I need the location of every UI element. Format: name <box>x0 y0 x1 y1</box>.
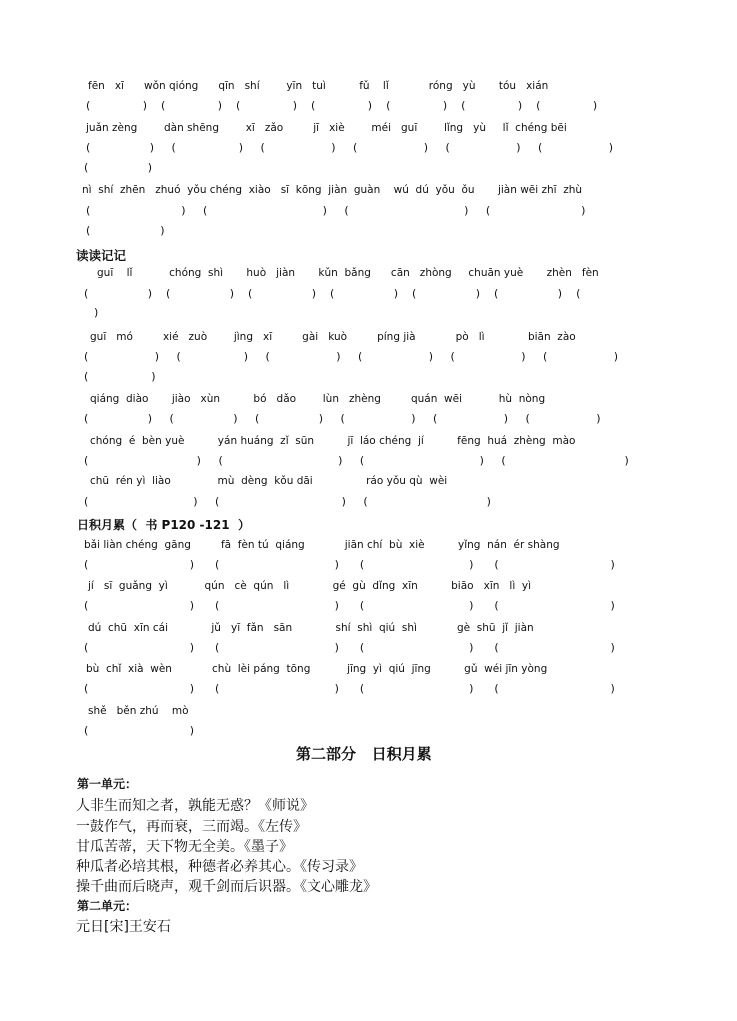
pinyin-row-8: chū rén yì liào mù dèng kǒu dāi ráo yǒu qù wèi <box>90 475 448 487</box>
paren-row-15: ( ) ( ) ( ) ( ) <box>84 641 615 654</box>
paren-row-10: ( ) ( ) ( ) ( ) ( ) ( ) <box>84 412 601 425</box>
poem-title-line: 元日[宋]王安石 <box>76 919 171 935</box>
paren-row-14: ( ) ( ) ( ) ( ) <box>84 599 615 612</box>
paren-row-17: ( ) <box>84 724 194 737</box>
pinyin-row-5: guī mó xié zuò jìng xī gài kuò píng jià pò lì biān zào <box>90 331 576 343</box>
pinyin-row-11: dú chū xīn cái jǔ yī fǎn sān shí shì qiú shì gè shū jǐ jiàn <box>88 622 534 634</box>
paren-row-1: ( ) ( ) ( ) ( ) ( ) ( ) ( ) <box>86 99 598 112</box>
section-heading-dudu: 读读记记 <box>76 248 127 263</box>
quote-line-4: 种瓜者必培其根，种德者必养其心。《传习录》 <box>76 859 363 875</box>
paren-row-5: ( ) <box>86 224 165 237</box>
paren-row-8: ( ) ( ) ( ) ( ) ( ) ( ) <box>84 350 619 363</box>
pinyin-row-12: bù chǐ xià wèn chù lèi páng tōng jīng yì qiú jīng gǔ wéi jīn yòng <box>86 663 548 675</box>
pinyin-row-6: qiáng diào jiào xùn bó dǎo lùn zhèng quán wēi hù nòng <box>90 393 546 405</box>
quote-line-5: 操千曲而后晓声，观千剑而后识器。《文心雕龙》 <box>76 879 377 895</box>
pinyin-row-1: fēn xī wǒn qióng qīn shí yīn tuì fǔ lǐ róng yù tóu xián <box>88 80 549 92</box>
part-title: 第二部分 日积月累 <box>296 745 432 763</box>
paren-row-3: ( ) <box>84 161 153 174</box>
paren-row-16: ( ) ( ) ( ) ( ) <box>84 682 615 695</box>
paren-row-7: ) <box>94 306 99 319</box>
pinyin-row-7: chóng é bèn yuè yán huáng zǐ sūn jī láo chéng jí fēng huá zhèng mào <box>90 435 576 447</box>
paren-row-9: ( ) <box>84 370 156 383</box>
quote-line-1: 人非生而知之者，孰能无惑？《师说》 <box>76 798 314 814</box>
pinyin-row-10: jí sī guǎng yì qún cè qún lì gé gù dǐng xīn biāo xīn lì yì <box>88 580 532 592</box>
paren-row-13: ( ) ( ) ( ) ( ) <box>84 558 615 571</box>
section-heading-riji: 日积月累（ 书 P120 -121 ） <box>77 518 250 532</box>
unit-two-heading: 第二单元： <box>77 899 138 913</box>
quote-line-3: 甘瓜苦蒂，天下物无全美。《墨子》 <box>76 839 293 855</box>
pinyin-row-2: juǎn zèng dàn shēng xī zǎo jī xiè méi guī lǐng yù lǐ chéng bēi <box>86 122 567 134</box>
paren-row-6: ( ) ( ) ( ) ( ) ( ) ( ) ( <box>84 287 581 300</box>
unit-one-heading: 第一单元： <box>77 777 138 791</box>
pinyin-row-4: guī lǐ chóng shì huò jiàn kǔn bǎng cān zhòng chuān yuè zhèn fèn <box>97 267 599 279</box>
pinyin-row-9: bǎi liàn chéng gāng fā fèn tú qiáng jiān chí bù xiè yǐng nán ér shàng <box>84 539 560 551</box>
paren-row-4: ( ) ( ) ( ) ( ) <box>86 204 586 217</box>
pinyin-row-13: shě běn zhú mò <box>88 705 189 717</box>
paren-row-2: ( ) ( ) ( ) ( ) ( ) ( ) <box>86 141 614 154</box>
paren-row-12: ( ) ( ) ( ) <box>84 495 491 508</box>
quote-line-2: 一鼓作气，再而衰，三而竭。《左传》 <box>76 819 307 835</box>
paren-row-11: ( ) ( ) ( ) ( ) <box>84 454 629 467</box>
pinyin-row-3: nì shí zhēn zhuó yǒu chéng xiào sī kōng jiàn guàn wú dú yǒu ǒu jiàn wēi zhī zhù <box>82 184 583 196</box>
